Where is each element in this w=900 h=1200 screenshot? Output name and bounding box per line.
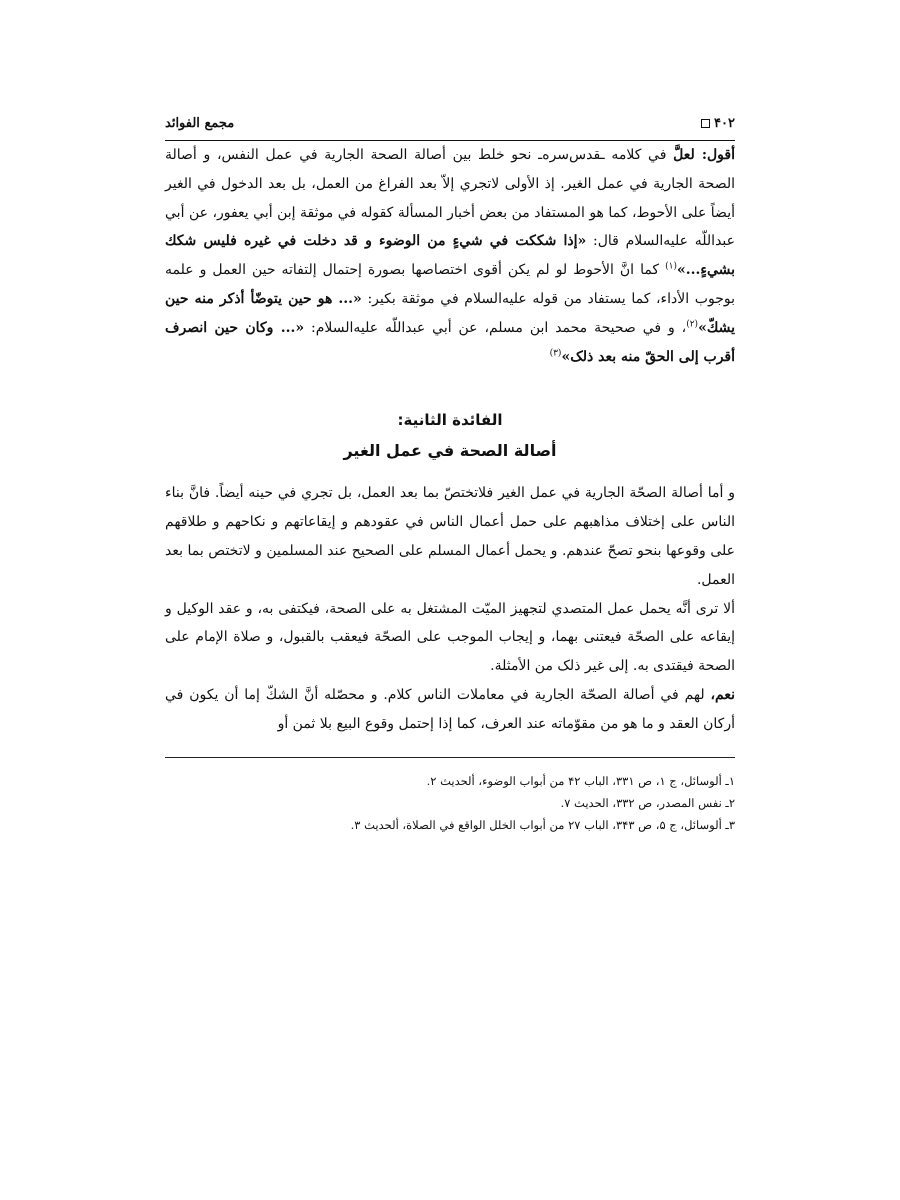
footnote-ref-2: (٢) xyxy=(686,319,699,330)
paragraph-2: ألا ترى أنَّه يحمل عمل المتصدي لتجهيز الميّت المشتغل به على الصحة، فيكتفى به، و عقد الوكيل و إيقاعه على الصحّة فيعتنى بهما، و إيجاب الموجب على الصحّة فيعقب بالقبول، و صلاة الإمام على الصحة فيقتدى به. إلى غير ذلک من الأمثلة. xyxy=(165,600,735,675)
footnote-1: ١ـ ألوسائل، ج ١، ص ٣٣١، الباب ۴٢ من أبواب الوضوء، ألحديث ٢. xyxy=(426,773,735,788)
section-heading xyxy=(165,405,735,467)
intro-part-3: ، و في صحيحة محمد ابن مسلم، عن أبي عبداللّه عليه‌السلام: xyxy=(304,319,687,336)
page-number-block xyxy=(701,116,735,131)
page-number: ۴۰۲ xyxy=(714,115,735,131)
paragraph-1: و أما أصالة الصحّة الجارية في عمل الغير فلاتختصّ بما بعد العمل، بل تجري في حينه أيضاً. فانَّ بناء الناس على إختلاف مذاهبهم على حمل أعمال الناس في عقودهم و إيقاعاتهم و نكاحهم و طلاقهم على وقوعها بنحو تصحّ عندهم. و يحمل أعمال المسلم على الصحيح عند المسلمين و لاتختص بما بعد العمل. xyxy=(165,485,735,588)
paragraph-3 xyxy=(165,681,735,739)
footnote-2: ٢ـ نفس المصدر، ص ٣٣٢، الحديث ٧. xyxy=(560,795,735,810)
quote-2: «... هو حين يتوضّأ أذكر منه حين يشكّ» xyxy=(165,290,735,336)
section-title: أصالة الصحة في عمل الغير xyxy=(343,441,557,461)
footnote-ref-1: (١) xyxy=(665,261,677,272)
footnote-3: ٣ـ ألوسائل، ج ۵، ص ٣۴٣، الباب ٢٧ من أبواب الخلل الواقع في الصلاة، ألحديث ٣. xyxy=(350,817,735,832)
footnote-ref-3: (٣) xyxy=(549,347,562,358)
intro-part-2: كما انَّ الأحوط لو لم يكن أقوى اختصاصها بصورة إحتمال إلتفاته حين العمل و علمه بوجوب الأداء، كما يستفاد من قوله عليه‌السلام في موثقة بكير: xyxy=(165,262,735,307)
book-title: مجمع الفوائد xyxy=(165,115,235,131)
footnote-divider xyxy=(165,757,735,758)
section-label: الفائدة الثانية: xyxy=(397,411,503,430)
intro-part-1: في كلامه ـقدس‌سره‌ـ نحو خلط بين أصالة الصحة الجارية في عمل النفس، و أصالة الصحة الجارية في عمل الغير. إذ الأولى لاتجري إلاّ بعد الفراغ من العمل، بل بعد الدخول في الغير أيضاً على الأحوط، كما هو المستفاد من بعض أخبار المسألة كقوله في موثقة إبن أبي يعفور، عن أبي عبداللّه عليه‌السلام قال: xyxy=(165,147,735,250)
quote-1: «إذا شككت في شيءٍ من الوضوء و قد دخلت في غيره فليس شكك بشيءٍ...» xyxy=(165,233,735,279)
running-header xyxy=(165,112,735,141)
footnotes xyxy=(165,770,735,836)
square-icon xyxy=(701,119,710,128)
intro-paragraph xyxy=(165,141,735,371)
book-page xyxy=(165,112,735,836)
paragraph-3-lead: نعم، xyxy=(710,686,735,703)
paragraph-3-rest: لهم في أصالة الصحّة الجارية في معاملات الناس كلام. و محصّله أنَّ الشكّ إما أن يكون في أركان العقد و ما هو من مقوّماته عند العرف، كما إذا إحتمل وقوع البيع بلا ثمن أو xyxy=(165,686,735,732)
quote-3: «... وكان حين انصرف أقرب إلى الحقّ منه بعد ذلک» xyxy=(165,319,735,365)
intro-lead: أقول: لعلَّ xyxy=(673,147,735,163)
body-text xyxy=(165,141,735,739)
